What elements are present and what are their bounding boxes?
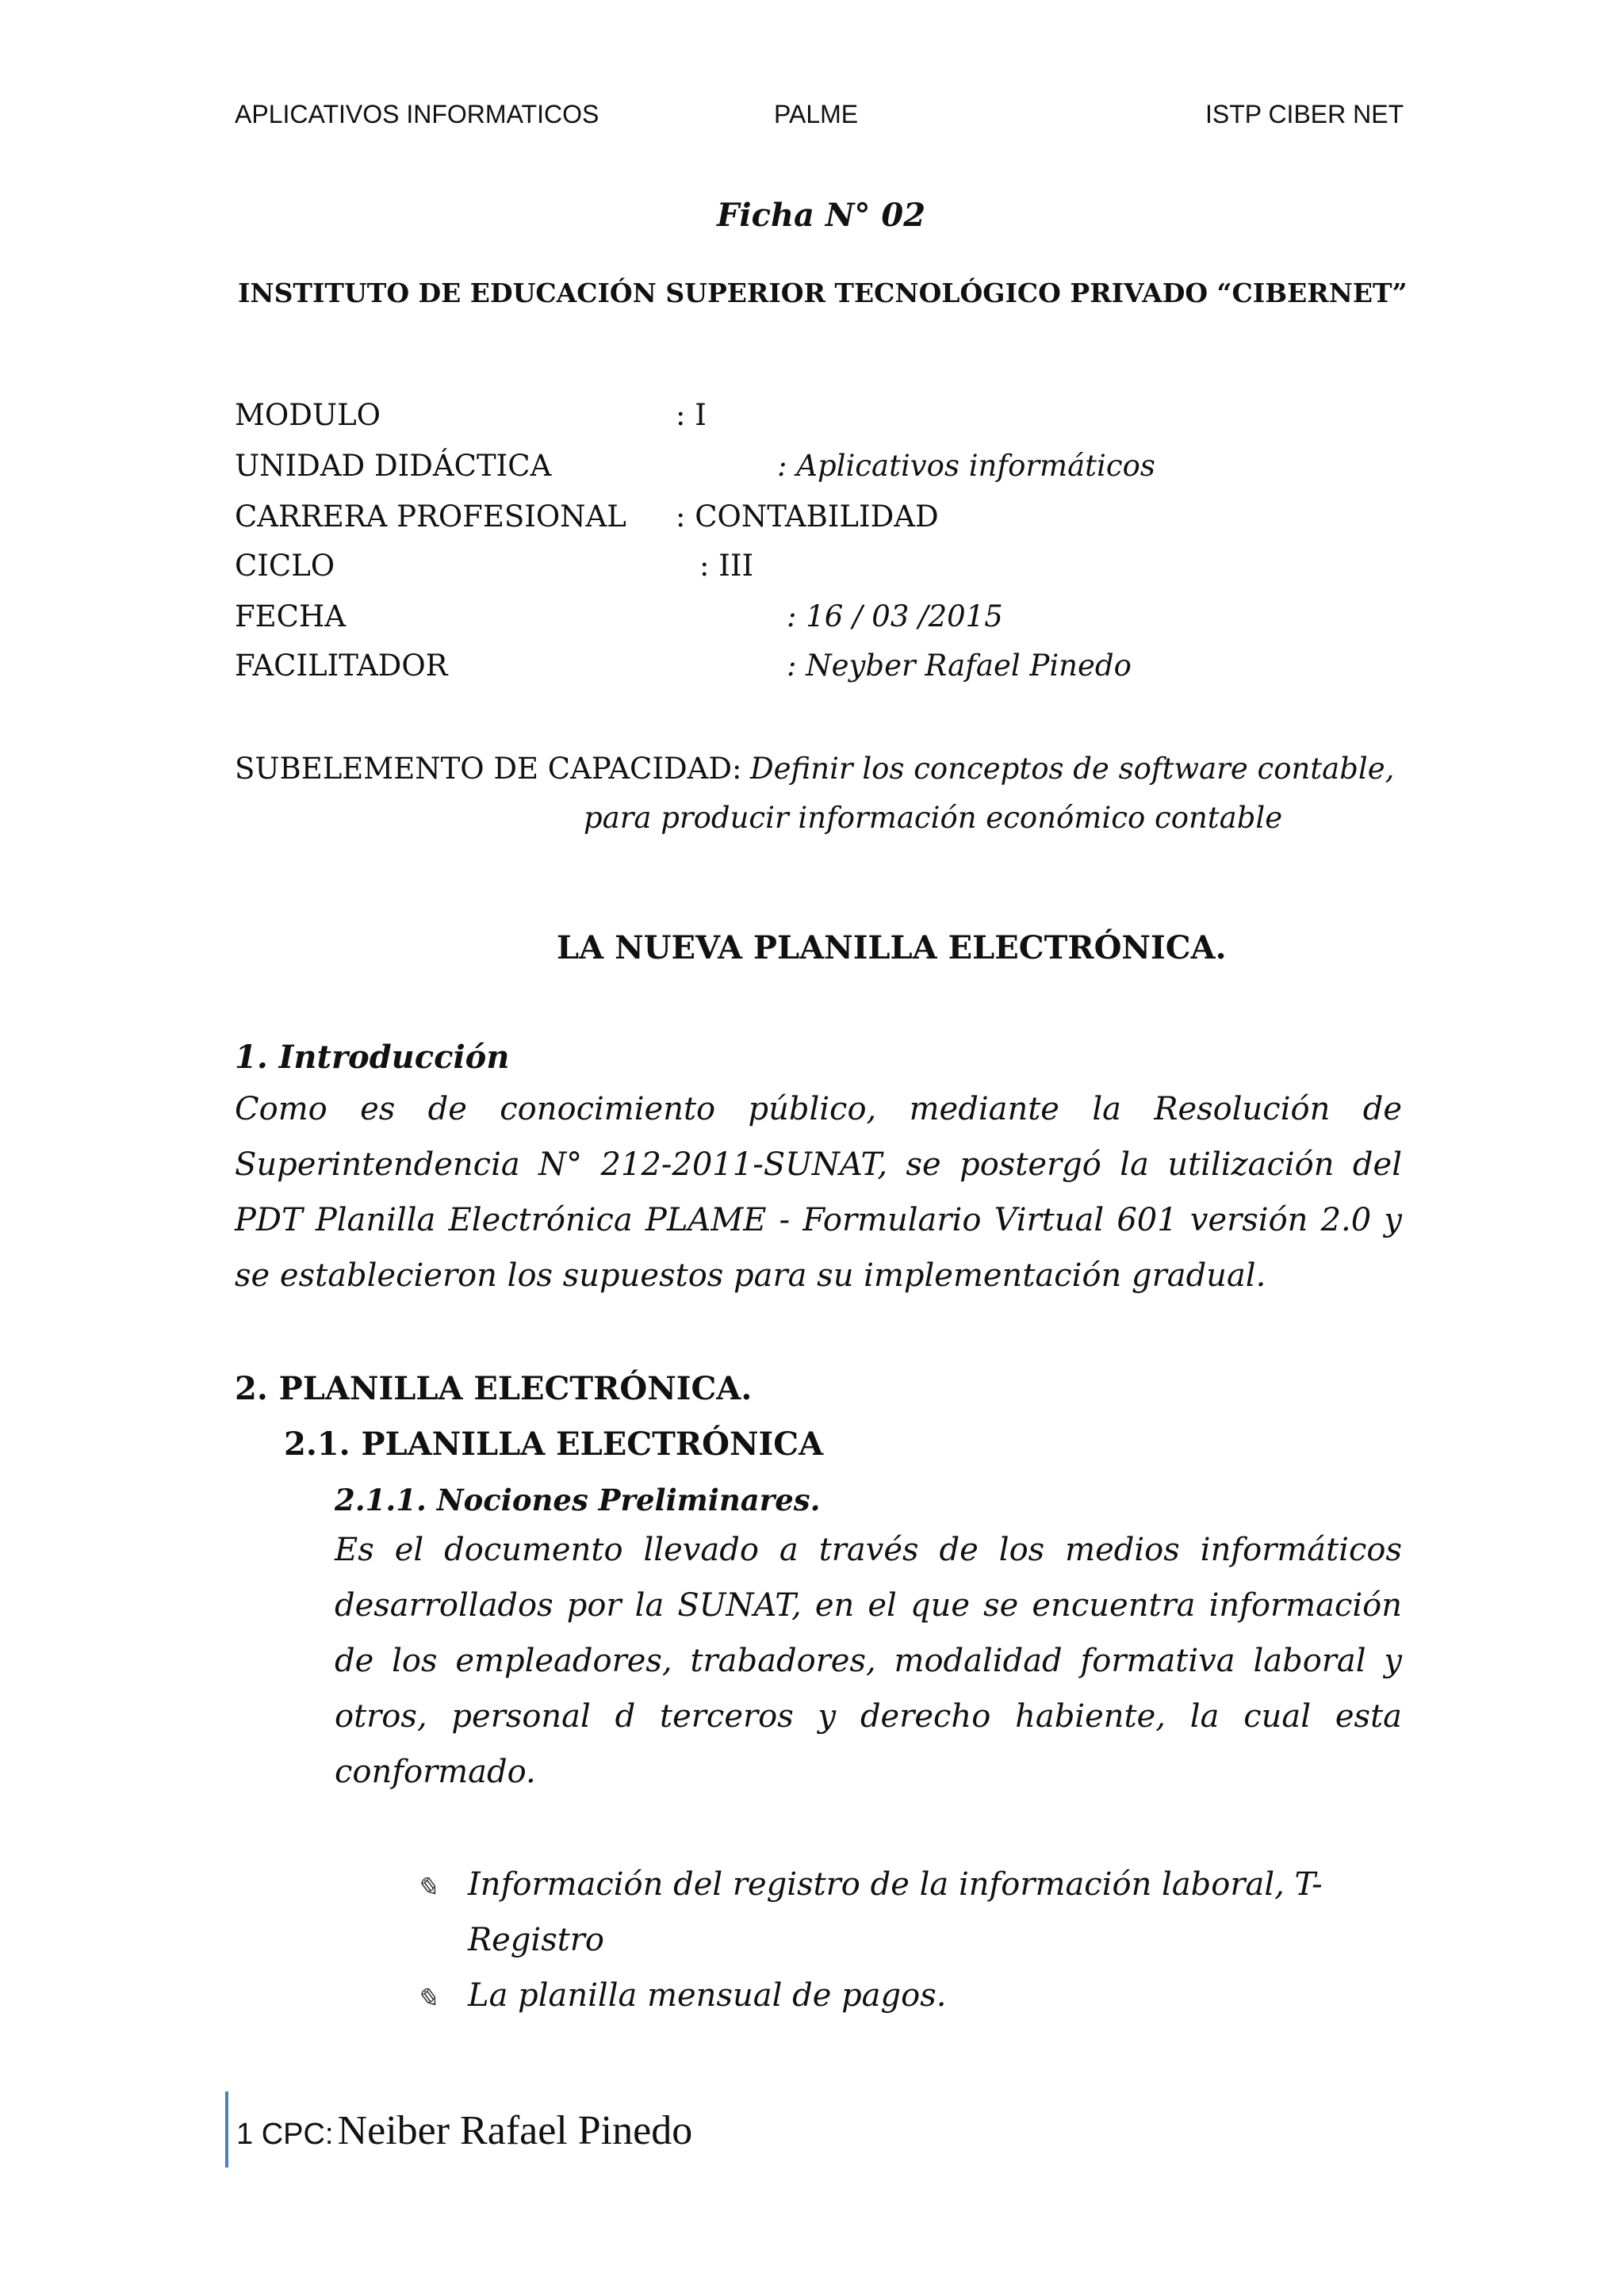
pencil-icon: ✎ [416, 1872, 439, 1904]
info-value-carrera: : CONTABILIDAD [676, 499, 939, 534]
info-label-carrera: CARRERA PROFESIONAL [235, 499, 626, 534]
section1-body: Como es de conocimiento público, mediante la Resolución de Superintendencia N° 212-2011-SUNAT, se postergó la utilización del PDT Planilla Electrónica PLAME - Formulario Virtual 601 versión 2.0 y se establecieron los supuestos para su implementación gradual. [235, 1091, 1402, 1294]
info-value-unidad: : Aplicativos informáticos [777, 449, 1155, 483]
header-right: ISTP CIBER NET [1205, 100, 1404, 128]
institution-name: INSTITUTO DE EDUCACIÓN SUPERIOR TECNOLÓGICO PRIVADO “CIBERNET” [238, 277, 1408, 308]
subelemento-line2: para producir información económico contable [584, 801, 1283, 835]
info-value-fecha: : 16 / 03 /2015 [787, 599, 1003, 633]
info-label-unidad: UNIDAD DIDÁCTICA [235, 449, 552, 483]
info-label-fecha: FECHA [235, 599, 346, 633]
section2-sub2: 2.1.1. Nociones Preliminares. [335, 1483, 821, 1517]
document-title: LA NUEVA PLANILLA ELECTRÓNICA. [557, 929, 1227, 966]
subelemento-line1: Definir los conceptos de software contable, [750, 752, 1395, 786]
list-item [416, 1857, 1399, 1968]
footer-page-number: 1 CPC: [236, 2118, 334, 2151]
section1-heading: 1. Introducción [235, 1039, 510, 1076]
info-value-ciclo: : III [699, 549, 754, 583]
subelemento-label: SUBELEMENTO DE CAPACIDAD: [235, 752, 742, 786]
list-item-text: Información del registro de la información laboral, T-Registro [468, 1866, 1323, 1958]
info-value-facilitador: : Neyber Rafael Pinedo [787, 649, 1132, 683]
header-center: PALME [774, 100, 859, 128]
footer-author-name: Neiber Rafael Pinedo [337, 2108, 693, 2153]
pencil-icon: ✎ [416, 1983, 439, 2015]
list-item-text: La planilla mensual de pagos. [468, 1977, 947, 2014]
info-value-modulo: : I [676, 398, 707, 432]
info-label-ciclo: CICLO [235, 549, 335, 583]
info-label-facilitador: FACILITADOR [235, 649, 448, 683]
ficha-title: Ficha N° 02 [717, 197, 926, 234]
footer [236, 2107, 692, 2154]
list-item [416, 1968, 1399, 2023]
section2-body: Es el documento llevado a través de los medios informáticos desarrollados por la SUNAT, en el que se encuentra información de los empleadores, trabadores, modalidad formativa laboral y otros, personal d terceros y derecho habiente, la cual esta conformado. [335, 1532, 1402, 1790]
section2-sub1: 2.1. PLANILLA ELECTRÓNICA [284, 1425, 824, 1463]
section2-heading: 2. PLANILLA ELECTRÓNICA. [235, 1370, 753, 1407]
header-left: APLICATIVOS INFORMATICOS [235, 100, 599, 128]
info-label-modulo: MODULO [235, 398, 381, 432]
footer-accent-bar [225, 2091, 228, 2168]
